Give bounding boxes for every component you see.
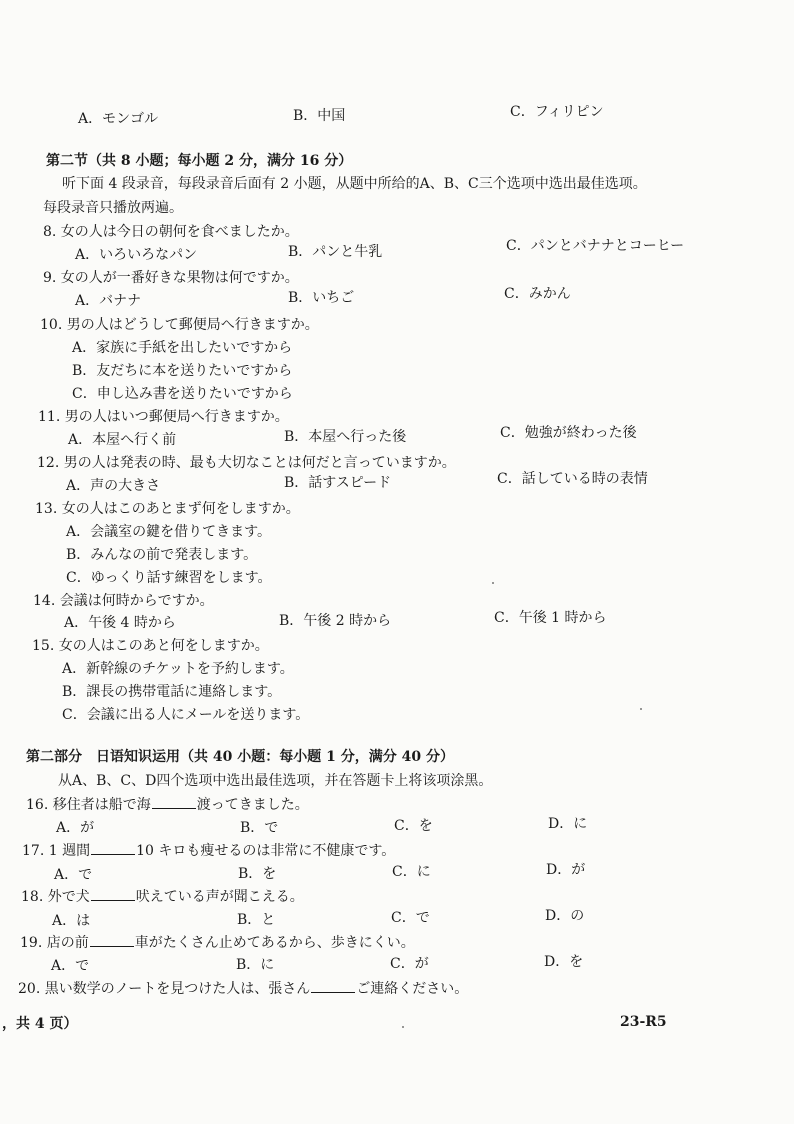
q7-option-a: A．モンゴル bbox=[78, 111, 159, 127]
q17-number: 17. bbox=[22, 843, 45, 859]
q15-option-a: A．新幹線のチケットを予約します。 bbox=[62, 661, 294, 677]
q19-number: 19. bbox=[20, 935, 43, 951]
q14-option-c: C．午後 1 時から bbox=[494, 610, 607, 626]
q20-number: 20. bbox=[18, 981, 41, 997]
q16-option-c: C．を bbox=[394, 818, 433, 834]
q8-option-a: A．いろいろなパン bbox=[75, 247, 198, 263]
section2-title: 第二节（共 8 小题；每小题 2 分，满分 16 分） bbox=[46, 153, 353, 169]
q8-stem: 8. 女の人は今日の朝何を食べましたか。 bbox=[43, 224, 299, 240]
q19-text-after: 車がたくさん止めてあるから、歩きにくい。 bbox=[134, 935, 415, 951]
q12-option-a: A．声の大きさ bbox=[66, 478, 161, 494]
q18-text-before: 外で犬 bbox=[47, 889, 90, 905]
scan-speck bbox=[402, 1026, 404, 1028]
q16-text-after: 渡ってきました。 bbox=[196, 797, 309, 813]
q12-option-c: C．話している時の表情 bbox=[497, 471, 648, 487]
q16-stem bbox=[26, 796, 309, 814]
q19-option-a: A．で bbox=[51, 958, 90, 974]
q19-option-c: C．が bbox=[390, 956, 429, 972]
q17-text-after: 10 キロも痩せるのは非常に不健康です。 bbox=[136, 843, 396, 859]
q16-number: 16. bbox=[26, 797, 49, 813]
q16-option-b: B．で bbox=[240, 820, 279, 836]
q17-option-a: A．で bbox=[54, 867, 93, 883]
q19-stem bbox=[20, 934, 415, 952]
q17-option-c: C．に bbox=[392, 864, 431, 880]
q17-option-d: D．が bbox=[546, 862, 586, 878]
q12-stem: 12. 男の人は発表の時、最も大切なことは何だと言っていますか。 bbox=[37, 455, 456, 471]
q10-stem: 10. 男の人はどうして郵便局へ行きますか。 bbox=[40, 317, 319, 333]
q19-text-before: 店の前 bbox=[46, 935, 89, 951]
q9-stem: 9. 女の人が一番好きな果物は何ですか。 bbox=[43, 270, 299, 286]
q18-number: 18. bbox=[21, 889, 44, 905]
page-footer-code: 23-R5 bbox=[620, 1014, 667, 1030]
section2-intro-cont: 每段录音只播放两遍。 bbox=[43, 200, 183, 216]
scan-speck bbox=[492, 582, 494, 584]
q20-blank bbox=[311, 980, 355, 993]
q20-text-after: ご連絡ください。 bbox=[356, 981, 469, 997]
q17-option-b: B．を bbox=[238, 866, 277, 882]
q19-blank bbox=[90, 934, 134, 947]
q10-option-c: C．申し込み書を送りたいですから bbox=[72, 386, 293, 402]
q20-stem bbox=[18, 980, 468, 998]
q15-option-b: B．課長の携帯電話に連絡します。 bbox=[62, 684, 282, 700]
q11-option-b: B．本屋へ行った後 bbox=[284, 429, 407, 445]
page-footer-left: ，共 4 页） bbox=[2, 1016, 78, 1032]
q16-option-d: D．に bbox=[548, 816, 588, 832]
q16-text-before: 移住者は船で海 bbox=[52, 797, 151, 813]
q17-blank bbox=[91, 842, 135, 855]
q18-text-after: 吠えている声が聞こえる。 bbox=[135, 889, 304, 905]
q15-stem: 15. 女の人はこのあと何をしますか。 bbox=[32, 638, 269, 654]
q13-option-b: B．みんなの前で発表します。 bbox=[66, 547, 258, 563]
q18-option-c: C．で bbox=[391, 910, 430, 926]
q13-option-c: C．ゆっくり話す練習をします。 bbox=[66, 570, 272, 586]
q20-text-before: 黒い数学のノートを見つけた人は、張さん bbox=[44, 981, 311, 997]
q8-option-c: C．パンとバナナとコーヒー bbox=[506, 238, 685, 254]
q15-option-c: C．会議に出る人にメールを送ります。 bbox=[62, 707, 310, 723]
q13-option-a: A．会議室の鍵を借りてきます。 bbox=[66, 524, 271, 540]
q14-option-b: B．午後 2 時から bbox=[279, 613, 392, 629]
q10-option-a: A．家族に手紙を出したいですから bbox=[72, 340, 293, 356]
q12-option-b: B．話すスピード bbox=[284, 475, 392, 491]
q11-option-c: C．勉強が終わった後 bbox=[500, 425, 637, 441]
q19-option-d: D．を bbox=[544, 954, 584, 970]
section2-intro: 听下面 4 段录音，每段录音后面有 2 小题，从题中所给的A、B、C三个选项中选出最佳选项。 bbox=[62, 176, 647, 192]
q13-stem: 13. 女の人はこのあとまず何をしますか。 bbox=[35, 501, 300, 517]
q14-stem: 14. 会議は何時からですか。 bbox=[33, 593, 214, 609]
q14-option-a: A．午後 4 時から bbox=[64, 615, 176, 631]
q9-option-b: B．いちご bbox=[288, 290, 355, 306]
q7-option-b: B．中国 bbox=[293, 108, 346, 124]
q16-option-a: A．が bbox=[56, 820, 95, 836]
q9-option-a: A．バナナ bbox=[75, 293, 142, 309]
q18-option-b: B．と bbox=[237, 912, 276, 928]
q19-option-b: B．に bbox=[236, 957, 275, 973]
q11-stem: 11. 男の人はいつ郵便局へ行きますか。 bbox=[38, 409, 289, 425]
q7-option-c: C．フィリピン bbox=[510, 104, 604, 120]
q17-text-before: 1 週間 bbox=[48, 843, 91, 859]
q18-blank bbox=[91, 888, 135, 901]
q18-stem bbox=[21, 888, 304, 906]
part2-title: 第二部分 日语知识运用（共 40 小题：每小题 1 分，满分 40 分） bbox=[26, 749, 454, 765]
q9-option-c: C．みかん bbox=[504, 286, 571, 302]
q18-option-d: D．の bbox=[545, 908, 585, 924]
q11-option-a: A．本屋へ行く前 bbox=[68, 432, 177, 448]
scan-speck bbox=[640, 708, 642, 710]
q18-option-a: A．は bbox=[52, 913, 91, 929]
q17-stem bbox=[22, 842, 395, 860]
q16-blank bbox=[152, 796, 196, 809]
q10-option-b: B．友だちに本を送りたいですから bbox=[72, 363, 293, 379]
part2-intro: 从A、B、C、D四个选项中选出最佳选项，并在答题卡上将该项涂黑。 bbox=[58, 773, 493, 789]
q8-option-b: B．パンと牛乳 bbox=[288, 244, 383, 260]
